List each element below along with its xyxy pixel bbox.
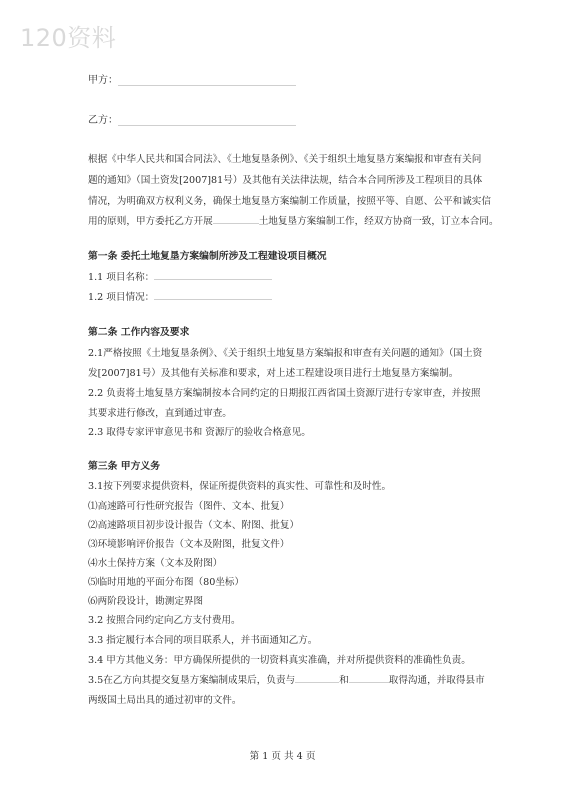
article-3-title: 第三条 甲方义务 <box>88 461 160 472</box>
contact-blank-1 <box>295 672 339 683</box>
sub-item-6: ⑹两阶段设计，勘测定界图 <box>88 596 204 607</box>
sub-item-4: ⑷水土保持方案（文本及附图） <box>88 558 223 569</box>
item-3-5b: 两级国土局出具的通过初审的文件。 <box>88 695 242 706</box>
item-2-2a: 2.2 负责将土地复垦方案编制按本合同约定的日期报江西省国土资源厅进行专家审查，并按照 <box>88 388 481 399</box>
party-a-field <box>88 71 296 86</box>
party-b-blank <box>118 114 296 126</box>
item-3-5-part1: 3.5在乙方向其提交复垦方案编制成果后，负责与 <box>88 675 296 686</box>
sub-item-5: ⑸临时用地的平面分布图（80坐标） <box>88 577 245 588</box>
item-3-2: 3.2 按照合同约定向乙方支付费用。 <box>88 615 241 626</box>
item-1-1 <box>88 269 272 283</box>
page-footer: 第 1 页 共 4 页 <box>249 751 316 762</box>
item-2-3: 2.3 取得专家评审意见书和 资源厅的验收合格意见。 <box>88 427 311 438</box>
sub-item-1: ⑴高速路可行性研究报告（图件、文本、批复） <box>88 501 290 512</box>
item-3-5-part3: 取得沟通，并取得县市 <box>388 675 485 686</box>
item-1-2 <box>88 289 272 303</box>
party-a-label: 甲方： <box>88 75 118 86</box>
preamble-line-4b: 土地复垦方案编制工作，经双方协商一致，订立本合同。 <box>258 216 499 227</box>
preamble-line-4a: 用的原则，甲方委托乙方开展 <box>88 216 213 227</box>
item-1-1-label: 1.1 项目名称： <box>88 272 155 283</box>
project-name-blank <box>154 269 272 280</box>
item-3-5a <box>88 672 485 686</box>
item-3-3: 3.3 指定履行本合同的项目联系人，并书面通知乙方。 <box>88 635 318 646</box>
item-3-1: 3.1按下列要求提供资料，保证所提供资料的真实性、可靠性和及时性。 <box>88 481 392 492</box>
item-2-2b: 其要求进行修改，直到通过审查。 <box>88 408 232 419</box>
article-1-title: 第一条 委托土地复垦方案编制所涉及工程建设项目概况 <box>88 251 327 262</box>
item-3-4: 3.4 甲方其他义务：甲方确保所提供的一切资料真实准确，并对所提供资料的准确性负责。 <box>88 655 471 666</box>
contact-blank-2 <box>349 672 389 683</box>
party-b-field <box>88 111 296 126</box>
party-a-blank <box>118 74 296 86</box>
preamble-line-2: 题的通知》（国土资发[2007]81号）及其他有关法律法规，结合本合同所涉及工程项目的具体 <box>88 175 483 186</box>
sub-item-3: ⑶环境影响评价报告（文本及附图，批复文件） <box>88 539 290 550</box>
preamble-line-4 <box>88 213 499 227</box>
item-2-1b: 发[2007]81号）及其他有关标准和要求，对上述工程建设项目进行土地复垦方案编制。 <box>88 368 459 379</box>
item-3-5-part2: 和 <box>339 675 349 686</box>
item-1-2-label: 1.2 项目情况： <box>88 292 155 303</box>
article-2-title: 第二条 工作内容及要求 <box>88 327 190 338</box>
project-blank <box>213 213 259 224</box>
project-info-blank <box>154 289 272 300</box>
watermark: 120资料 <box>20 24 117 52</box>
preamble-line-1: 根据《中华人民共和国合同法》、《土地复垦条例》、《关于组织土地复垦方案编报和审查有关问 <box>88 154 482 165</box>
sub-item-2: ⑵高速路项目初步设计报告（文本、附图、批复） <box>88 520 300 531</box>
preamble-line-3: 情况，为明确双方权利义务，确保土地复垦方案编制工作质量，按照平等、自愿、公平和诚实信 <box>88 196 491 207</box>
item-2-1a: 2.1严格按照《土地复垦条例》、《关于组织土地复垦方案编报和审查有关问题的通知》（国土资 <box>88 348 483 359</box>
party-b-label: 乙方： <box>88 115 118 126</box>
